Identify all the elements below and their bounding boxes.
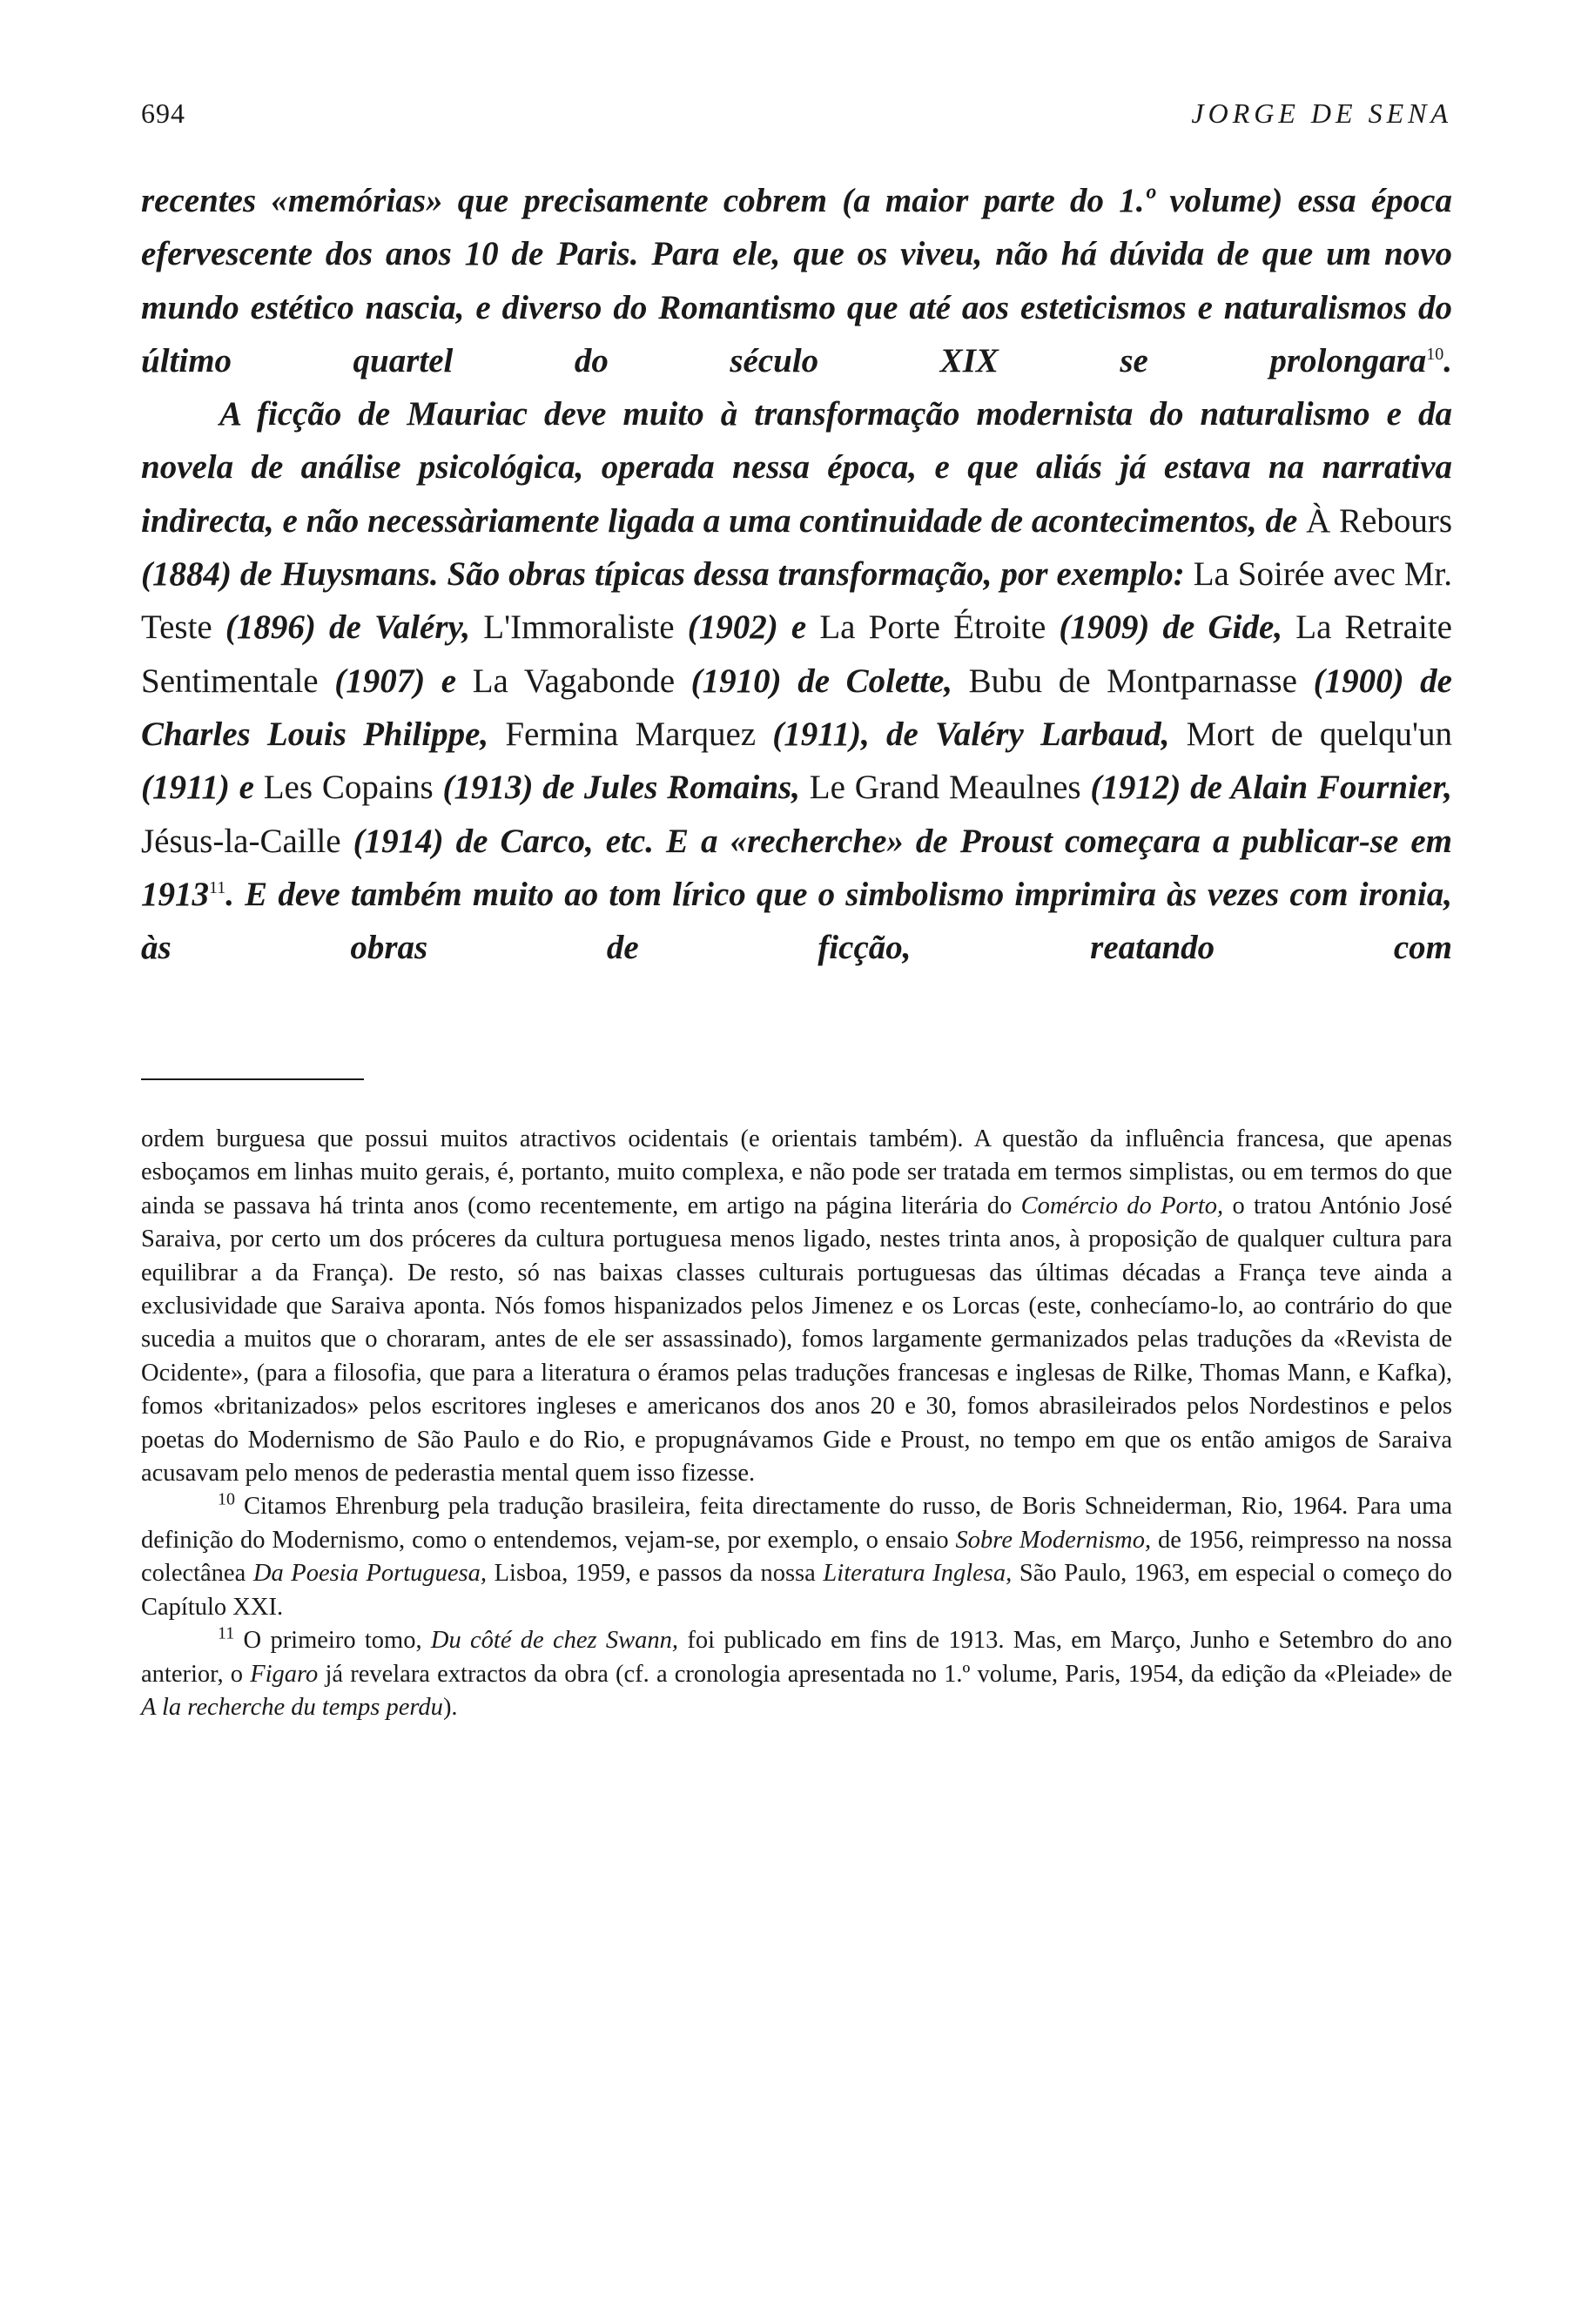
text-run: o tratou António José Saraiva, por certo um dos próceres da cultura portuguesa menos ligado, nestes trinta anos, à proposição de qualquer cultura para equilibrar a da França). De resto, só nas baixas classes culturais portuguesas das últimas décadas a França teve ainda a exclusividade que Saraiva aponta. Nós fomos hispanizados pelos Jimenez e os Lorcas (este, conhecíamo-lo, ao contrário do que sucedia a muitos que o choraram, antes de ele ser assassinado), fomos largamente germanizados pelas traduções da «Revista de Ocidente», (para a filosofia, que para a literatura o éramos pelas traduções francesas e inglesas de Rilke, Thomas Mann, e Kafka), fomos «britanizados» pelos escritores ingleses e americanos dos anos 20 e 30, fomos abrasileirados pelos Nordestinos e pelos poetas do Modernismo de São Paulo e do Rio, e propugnávamos Gide e Proust, no tempo em que os então amigos de Saraiva acusavam pelo menos de pederastia mental quem isso fizesse. xyxy=(141,1192,1452,1488)
book-title: La Vagabonde xyxy=(472,662,676,700)
text-run: (1913) de Jules Romains, xyxy=(433,769,810,807)
text-run: (1896) de Valéry, xyxy=(212,608,484,647)
text-run: de 1956, reimpresso na nossa colectânea xyxy=(141,1526,1453,1588)
paragraph xyxy=(141,174,1452,387)
footnote-continuation xyxy=(141,1123,1452,1490)
italic-title: Literatura Inglesa, xyxy=(823,1560,1013,1588)
book-title: L'Immoraliste xyxy=(483,608,675,647)
footnote-number: 11 xyxy=(218,1623,235,1643)
text-run: (1909) de Gide, xyxy=(1046,608,1296,647)
book-title: Jésus-la-Caille xyxy=(141,822,341,860)
italic-title: Figaro xyxy=(250,1660,319,1688)
text-run: (1911), de Valéry Larbaud, xyxy=(756,715,1187,753)
italic-title: Comércio do Porto, xyxy=(1020,1192,1224,1219)
main-text xyxy=(141,174,1452,974)
text-run: A ficção de Mauriac deve muito à transformação modernista do naturalismo e da novela de análise psicológica, operada nessa época, e que aliás já estava na narrativa indirecta, e não necessàriamente ligada a uma continuidade de acontecimentos, de xyxy=(141,395,1452,540)
footnote-ref: 10 xyxy=(1426,344,1444,364)
text-run: (1914) de Carco, etc. E a «recherche» de Proust começara a publicar-se em 1913 xyxy=(141,822,1452,913)
book-title: Fermina Marquez xyxy=(505,715,757,753)
footnote-10 xyxy=(141,1490,1452,1624)
running-head: JORGE DE SENA xyxy=(1191,97,1452,129)
text-run: O primeiro tomo, xyxy=(234,1627,431,1655)
footnote-number: 10 xyxy=(218,1489,235,1509)
italic-title: Da Poesia Portuguesa, xyxy=(252,1560,488,1588)
book-title: Le Grand Meaulnes xyxy=(809,769,1081,807)
italic-title: Sobre Modernismo, xyxy=(955,1526,1152,1554)
text-run: (1910) de Colette, xyxy=(675,662,969,700)
italic-title: A la recherche du temps perdu xyxy=(141,1693,443,1721)
page-header xyxy=(141,97,1452,141)
text-run: (1907) e xyxy=(318,662,473,700)
page-number: 694 xyxy=(141,97,185,129)
text-run: já revelara extractos da obra (cf. a cronologia apresentada no 1.º volume, Paris, 1954, da edição da «Pleiade» de xyxy=(318,1660,1452,1688)
text-run: (1884) de Huysmans. São obras típicas dessa transformação, por exemplo: xyxy=(141,555,1194,594)
book-title: Les Copains xyxy=(263,769,434,807)
text-run: . E deve também muito ao tom lírico que o simbolismo imprimira às vezes com ironia, às obras de ficção, reatando com xyxy=(141,875,1452,967)
italic-title: Du côté de chez Swann, xyxy=(430,1627,679,1655)
book-title: À Rebours xyxy=(1306,501,1452,540)
footnotes xyxy=(141,1123,1452,1724)
text-run: (1911) e xyxy=(141,769,264,807)
book-title: La Soirée avec Mr. Teste xyxy=(141,555,1452,647)
text-run: (1912) de Alain Fournier, xyxy=(1080,769,1452,807)
text-run: (1900) de Charles Louis Philippe, xyxy=(141,662,1452,753)
text-run: Lisboa, 1959, e passos da nossa xyxy=(487,1560,824,1588)
book-title: La Retraite Sentimentale xyxy=(141,608,1452,700)
footnote-11 xyxy=(141,1624,1452,1724)
text-run: São Paulo, 1963, em especial o começo do Capítulo XXI. xyxy=(141,1560,1453,1621)
paragraph xyxy=(141,387,1452,974)
book-title: La Porte Étroite xyxy=(819,608,1046,647)
text-run: . xyxy=(1443,341,1452,379)
footnote-divider xyxy=(141,1078,364,1080)
text-run: Citamos Ehrenburg pela tradução brasileira, feita directamente do russo, de Boris Schneiderman, Rio, 1964. Para uma definição do Modernismo, como o entendemos, vejam-se, por exemplo, o ensaio xyxy=(141,1493,1452,1554)
footnote-ref: 11 xyxy=(209,877,226,897)
text-run: ordem burguesa que possui muitos atractivos ocidentais (e orientais também). A questão da influência francesa, que apenas esboçamos em linhas muito gerais, é, portanto, muito complexa, e não pode ser tratada em termos simplistas, ou em termos do que ainda se passava há trinta anos (como recentemente, em artigo na página literária do xyxy=(141,1125,1452,1219)
text-run: recentes «memórias» que precisamente cobrem (a maior parte do 1.º volume) essa época efervescente dos anos 10 de Paris. Para ele, que os viveu, não há dúvida de que um novo mundo estético nascia, e diverso do Romantismo que até aos esteticismos e naturalismos do último quartel do século XIX se prolongara xyxy=(141,182,1452,379)
book-title: Mort de quelqu'un xyxy=(1186,715,1452,753)
text-run: foi publicado em fins de 1913. Mas, em Março, Junho e Setembro do ano anterior, o xyxy=(141,1627,1452,1688)
book-title: Bubu de Montparnasse xyxy=(968,662,1297,700)
text-run: ). xyxy=(442,1693,458,1721)
text-run: (1902) e xyxy=(674,608,820,647)
